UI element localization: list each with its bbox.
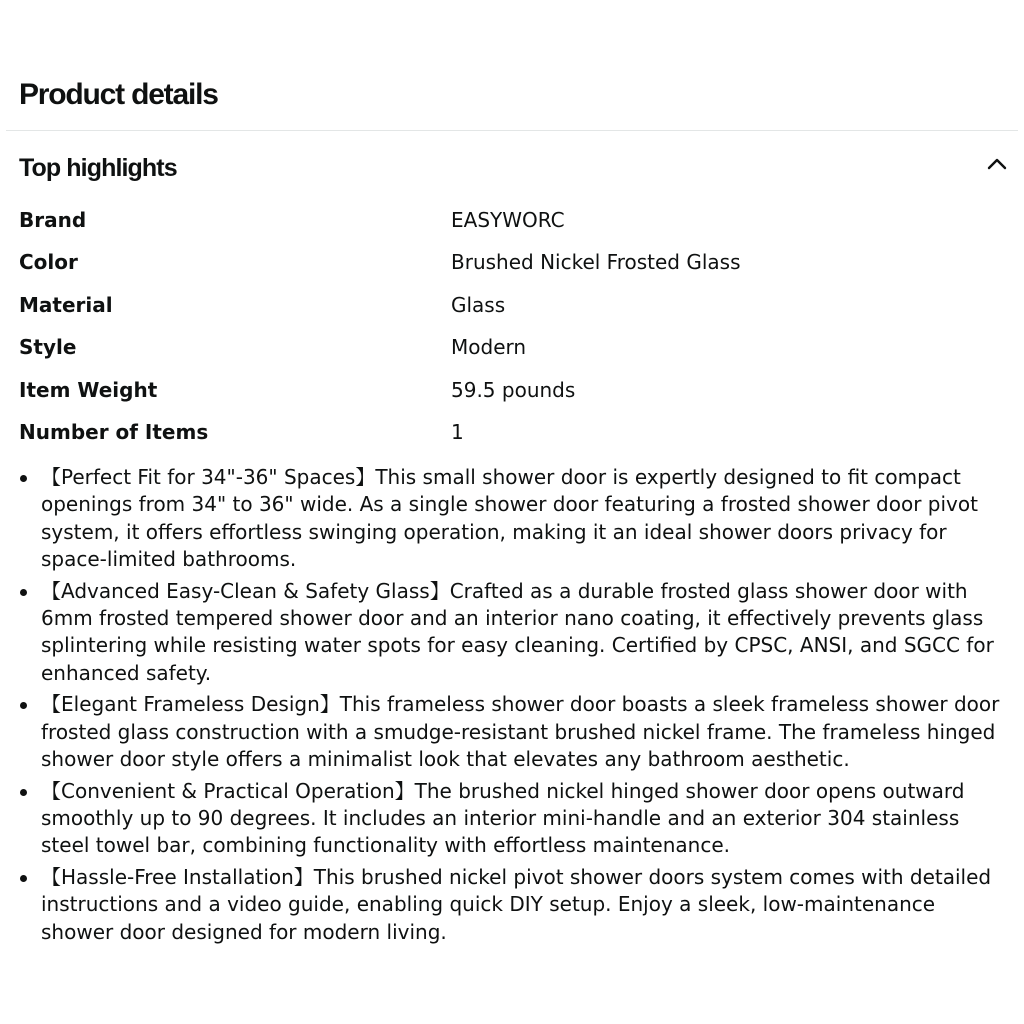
page-title: Product details <box>19 78 218 111</box>
spec-label: Style <box>19 335 77 360</box>
section-divider <box>6 130 1018 131</box>
section-title: Top highlights <box>19 154 177 182</box>
feature-bullet-list <box>16 464 1011 951</box>
feature-bullet <box>16 864 1011 946</box>
spec-value: 59.5 pounds <box>451 377 576 402</box>
spec-label: Number of Items <box>19 419 209 444</box>
feature-bullet-text: 【Convenient & Practical Operation】The brushed nickel hinged shower door opens outward smoothly up to 90 degrees. It includes an interior mini-handle and an exterior 304 stainless steel towel bar, combining functionality with effortless maintenance. <box>41 778 965 858</box>
feature-bullet-text: 【Perfect Fit for 34"-36" Spaces】This small shower door is expertly designed to fit compact openings from 34" to 36" wide. As a single shower door featuring a frosted shower door pivot system, it offers effortless swinging operation, making it an ideal shower doors privacy for space-limited bathrooms. <box>41 465 978 571</box>
spec-value: Modern <box>451 335 527 360</box>
spec-row-material <box>19 284 1009 326</box>
spec-value: Brushed Nickel Frosted Glass <box>451 250 741 275</box>
spec-label: Item Weight <box>19 377 158 402</box>
bullet-dot-icon <box>20 589 27 596</box>
spec-value: EASYWORC <box>451 208 565 232</box>
feature-bullet <box>16 464 1011 573</box>
feature-bullet-text: 【Advanced Easy-Clean & Safety Glass】Crafted as a durable frosted glass shower door with 6mm frosted tempered shower door and an interior nano coating, it effectively prevents glass splintering while resisting water spots for easy cleaning. Certified by CPSC, ANSI, and SGCC for enhanced safety. <box>41 578 994 685</box>
spec-table <box>19 199 1009 453</box>
feature-bullet <box>16 578 1011 687</box>
chevron-up-icon[interactable] <box>985 154 1009 172</box>
feature-bullet-text: 【Hassle-Free Installation】This brushed nickel pivot shower doors system comes with detailed instructions and a video guide, enabling quick DIY setup. Enjoy a sleek, low-maintenance shower door designed for modern living. <box>41 865 992 944</box>
feature-bullet <box>16 778 1011 860</box>
bullet-dot-icon <box>20 475 27 482</box>
spec-label: Color <box>19 250 78 275</box>
feature-bullet <box>16 691 1011 773</box>
spec-row-color <box>19 241 1009 283</box>
spec-label: Material <box>19 292 113 317</box>
bullet-dot-icon <box>20 702 27 709</box>
spec-label: Brand <box>19 208 87 232</box>
top-highlights-toggle[interactable] <box>0 146 1024 190</box>
spec-row-item-weight <box>19 369 1009 411</box>
bullet-dot-icon <box>20 789 27 796</box>
spec-value: 1 <box>451 419 464 444</box>
spec-value: Glass <box>451 292 506 317</box>
spec-row-number-of-items <box>19 411 1009 453</box>
spec-row-style <box>19 326 1009 368</box>
bullet-dot-icon <box>20 875 27 882</box>
spec-row-brand <box>19 199 1009 241</box>
feature-bullet-text: 【Elegant Frameless Design】This frameless shower door boasts a sleek frameless shower door frosted glass construction with a smudge-resistant brushed nickel frame. The frameless hinged shower door style offers a minimalist look that elevates any bathroom aesthetic. <box>41 692 1000 771</box>
